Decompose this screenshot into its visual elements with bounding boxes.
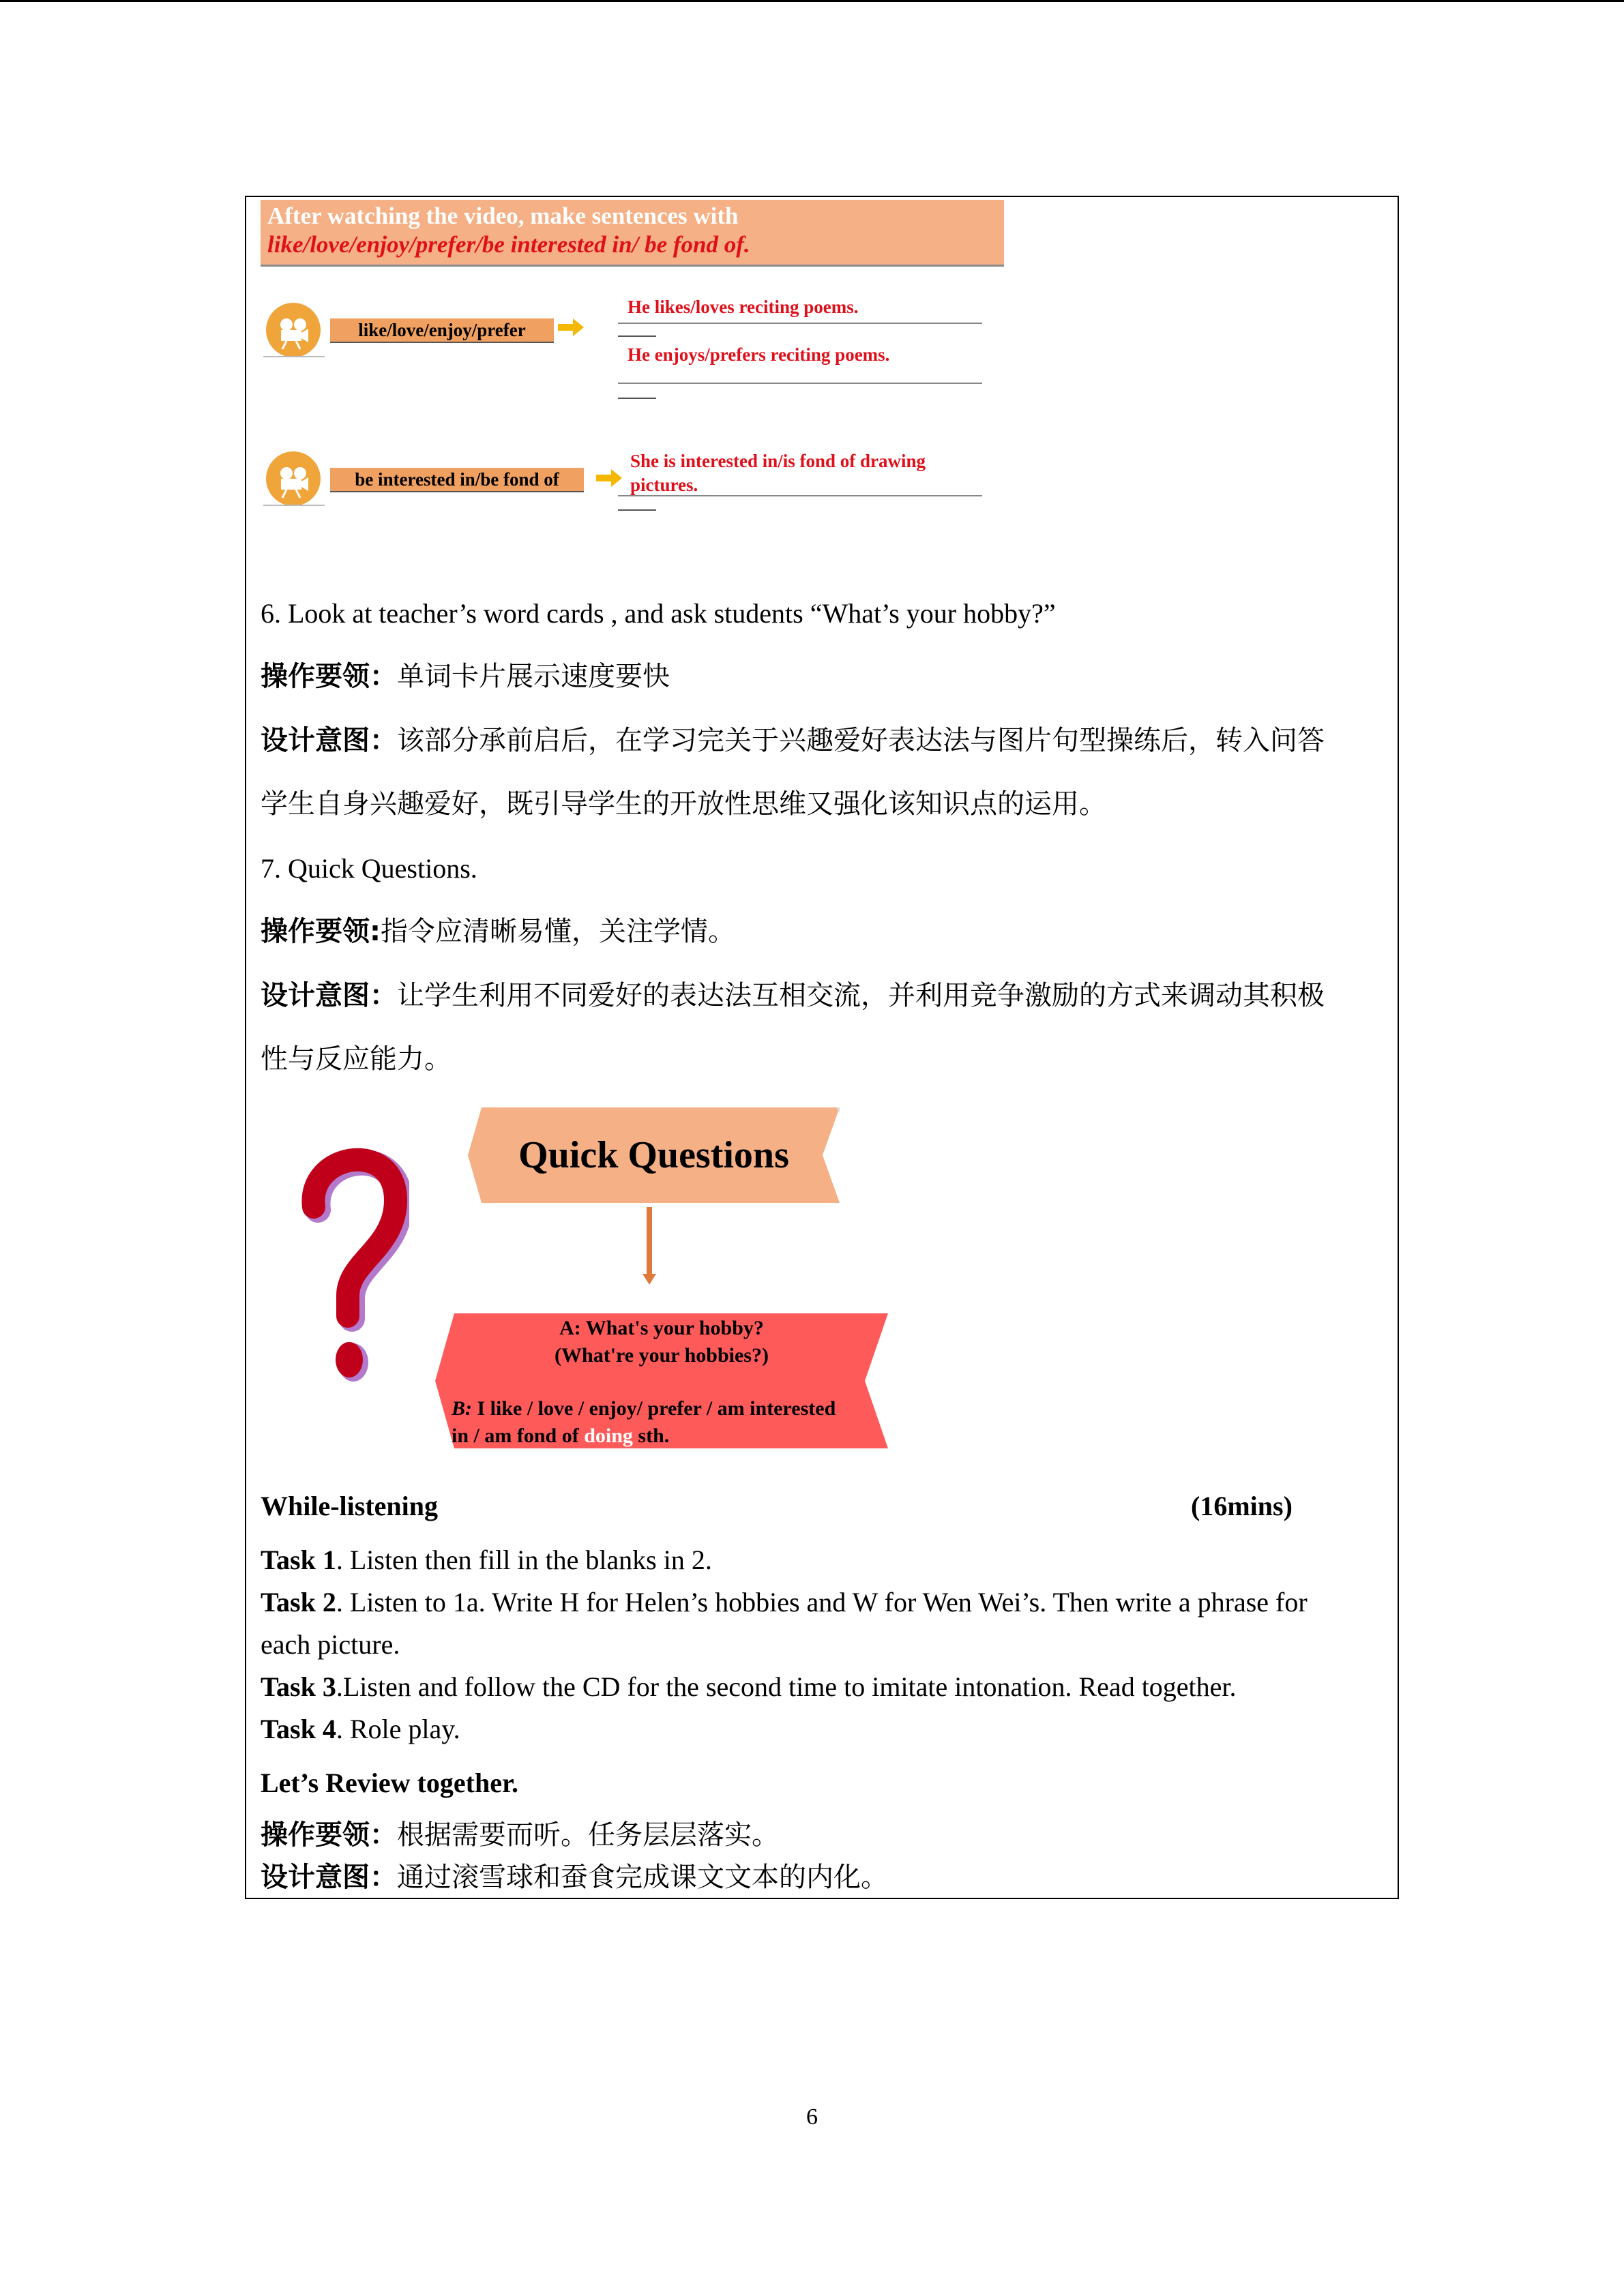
camera-underline (263, 505, 325, 506)
text: 指令应清晰易懂，关注学情。 (381, 916, 735, 947)
example-sentence: She is interested in/is fond of drawing (630, 451, 926, 471)
text: .Listen and follow the CD for the second time to imitate intonation. Read together. (336, 1671, 1237, 1702)
label: 设计意图： (261, 725, 397, 756)
design-intent-1 (261, 724, 1325, 757)
question-a-2: (What're your hobbies?) (555, 1344, 769, 1367)
video-task-banner (261, 200, 1004, 267)
arrow-right-icon (558, 318, 584, 336)
design-intent-3 (261, 1861, 888, 1894)
operation-note-1 (261, 660, 670, 693)
page-number: 6 (806, 2104, 818, 2130)
text: . Listen then fill in the blanks in 2. (336, 1545, 712, 1575)
operation-note-2 (261, 915, 735, 948)
camera-icon (266, 303, 321, 357)
text: sth. (632, 1425, 670, 1447)
text: 该部分承前启后，在学习完关于兴趣爱好表达法与图片句型操练后，转入问答 (397, 725, 1325, 756)
answer-b-2 (452, 1422, 669, 1450)
task-1 (261, 1544, 712, 1577)
answer-line (618, 383, 982, 384)
question-mark-icon (293, 1139, 409, 1391)
design-intent-2 (261, 979, 1325, 1012)
task-3 (261, 1671, 1237, 1703)
while-listening-time: (16mins) (1191, 1491, 1293, 1521)
design-intent-1-cont: 学生自身兴趣爱好，既引导学生的开放性思维又强化该知识点的运用。 (261, 788, 1106, 820)
label: 设计意图： (261, 1862, 397, 1893)
text: in / am fond of (452, 1425, 585, 1447)
label: Task 1 (261, 1545, 336, 1575)
text: . Role play. (336, 1714, 460, 1744)
label: 操作要领: (261, 916, 381, 947)
verb-chip-interested: be interested in/be fond of (330, 468, 584, 492)
operation-note-3 (261, 1819, 779, 1851)
label: 操作要领： (261, 1819, 397, 1851)
verb-chip-like: like/love/enjoy/prefer (330, 318, 554, 343)
task-4 (261, 1713, 460, 1746)
label: Task 4 (261, 1714, 336, 1744)
example-sentence: He enjoys/prefers reciting poems. (628, 344, 890, 365)
camera-underline (263, 356, 325, 357)
banner-line-2: like/love/enjoy/prefer/be interested in/ be fond of. (267, 231, 750, 258)
arrow-right-icon (596, 469, 622, 487)
answer-line (618, 495, 982, 496)
while-listening-heading: While-listening (261, 1491, 439, 1521)
answer-b-1 (452, 1395, 836, 1422)
example-sentence: pictures. (630, 475, 698, 495)
line-stub (618, 336, 656, 337)
task-2-cont: each picture. (261, 1629, 400, 1660)
top-edge-line (0, 0, 1624, 2)
quick-questions-title: Quick Questions (518, 1134, 789, 1176)
text: I like / love / enjoy/ prefer / am interested (472, 1397, 836, 1420)
line-stub (618, 398, 656, 399)
line-stub (618, 509, 656, 511)
design-intent-2-cont: 性与反应能力。 (261, 1043, 452, 1075)
step-6: 6. Look at teacher’s word cards , and ask students “What’s your hobby?” (261, 598, 1056, 629)
task-2 (261, 1586, 1308, 1619)
label: Task 2 (261, 1587, 336, 1617)
review-heading: Let’s Review together. (261, 1768, 519, 1798)
camera-icon (266, 451, 321, 506)
label: 操作要领： (261, 661, 397, 692)
text: 根据需要而听。任务层层落实。 (397, 1819, 779, 1851)
text: 单词卡片展示速度要快 (397, 661, 670, 692)
arrow-down-icon (641, 1207, 658, 1286)
text: 让学生利用不同爱好的表达法互相交流，并利用竞争激励的方式来调动其积极 (397, 980, 1325, 1011)
step-7: 7. Quick Questions. (261, 853, 477, 884)
example-sentence: He likes/loves reciting poems. (628, 297, 859, 317)
highlight-doing: doing (584, 1425, 633, 1447)
label: Task 3 (261, 1671, 336, 1702)
answer-line (618, 323, 982, 324)
banner-line-1: After watching the video, make sentences with (267, 203, 739, 229)
text: 通过滚雪球和蚕食完成课文文本的内化。 (397, 1862, 888, 1893)
speaker-b: B: (452, 1397, 472, 1420)
label: 设计意图： (261, 980, 397, 1011)
question-a-1: A: What's your hobby? (559, 1317, 764, 1339)
text: . Listen to 1a. Write H for Helen’s hobbies and W for Wen Wei’s. Then write a phrase for (336, 1587, 1308, 1617)
